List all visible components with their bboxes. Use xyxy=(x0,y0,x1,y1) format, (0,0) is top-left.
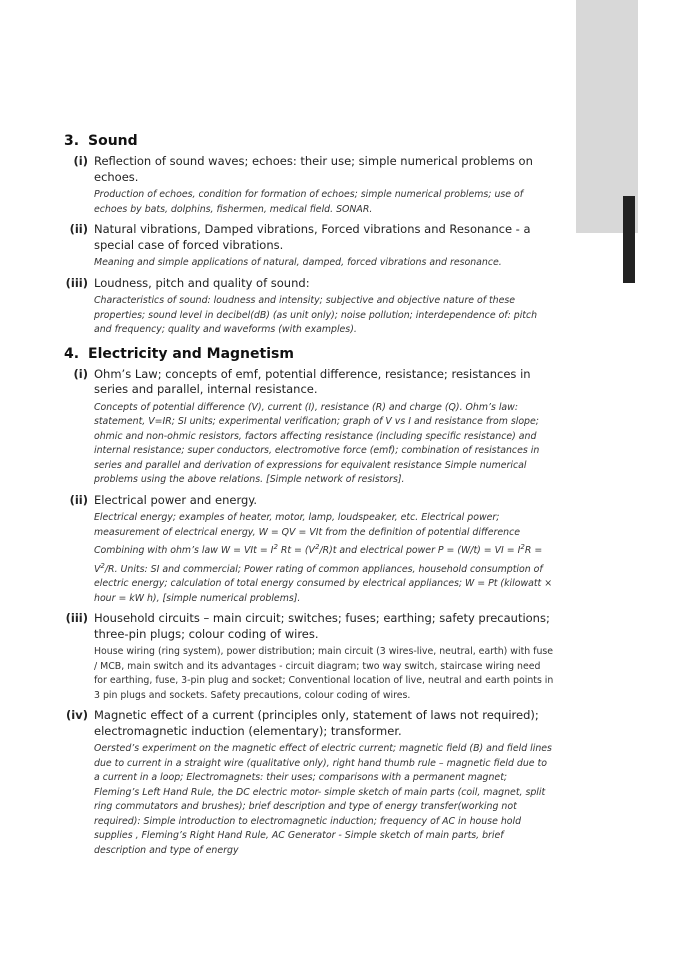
section-items-electricity xyxy=(64,367,554,859)
superscript: 2 xyxy=(314,543,320,551)
section-number: 3. xyxy=(64,133,80,149)
list-item xyxy=(64,611,554,703)
list-item xyxy=(64,367,554,488)
item-description: Concepts of potential difference (V), current (I), resistance (R) and charge (Q). Ohm’s law: statement, V=IR; SI units; experimental verification; graph of V vs I and resistance from slope; ohmic and non-ohmic resistors, factors affecting resistance (including specific resistance) and internal resistance; super conductors, electromotive force (emf); combination of resistances in series and parallel and derivation of expressions for equivalent resistance Simple numerical problems using the above relations. [Simple network of resistors]. xyxy=(94,401,540,485)
item-description: House wiring (ring system), power distribution; main circuit (3 wires-live, neutral, earth) with fuse / MCB, main switch and its advantages - circuit diagram; two way switch, staircase wiring need for earthing, fuse, 3-pin plug and socket; Conventional location of live, neutral and earth points in 3 pin plugs and sockets. Safety precautions, colour coding of wires. xyxy=(94,646,554,701)
list-item xyxy=(64,276,554,338)
desc-text: Rt = (V xyxy=(277,545,315,557)
item-numeral: (iv) xyxy=(66,708,88,723)
item-numeral: (iii) xyxy=(65,611,88,626)
list-item xyxy=(64,708,554,858)
section-heading-sound xyxy=(64,133,554,149)
section-title: Sound xyxy=(88,133,138,149)
section-items-sound xyxy=(64,154,554,338)
item-topic: Electrical power and energy. xyxy=(94,492,258,507)
list-item xyxy=(64,222,554,271)
item-description: Production of echoes, condition for formation of echoes; simple numerical problems; use of echoes by bats, dolphins, fishermen, medical field. SONAR. xyxy=(94,189,524,215)
item-topic: Magnetic effect of a current (principles only, statement of laws not required); electromagnetic induction (elementary); transformer. xyxy=(94,708,539,738)
list-item xyxy=(64,154,554,217)
desc-text: R = V xyxy=(94,545,543,575)
section-number: 4. xyxy=(64,345,80,362)
item-numeral: (ii) xyxy=(69,492,88,507)
item-topic: Natural vibrations, Damped vibrations, Forced vibrations and Resonance - a special case of forced vibrations. xyxy=(94,222,531,252)
item-numeral: (ii) xyxy=(69,222,88,236)
item-description xyxy=(94,511,554,606)
item-numeral: (i) xyxy=(73,154,88,168)
side-tab-marker xyxy=(623,196,635,283)
item-topic: Household circuits – main circuit; switches; fuses; earthing; safety precautions; three-pin plugs; colour coding of wires. xyxy=(94,611,550,641)
item-numeral: (iii) xyxy=(65,275,88,290)
desc-text: /R. Units: SI and commercial; Power rating of common appliances, household consumption of electric energy; calculation of total energy consumed by electrical appliances; W = Pt (kilowatt × hour = kW h), [simple numerical problems]. xyxy=(94,563,553,604)
superscript: 2 xyxy=(273,543,278,551)
list-item xyxy=(64,493,554,607)
desc-text: Electrical energy; examples of heater, motor, lamp, loudspeaker, etc. Electrical power; measurement of electrical energy, W = QV = VIt from the definition of potential difference Combining with ohm’s law W = VIt = I xyxy=(94,512,521,557)
item-topic: Ohm’s Law; concepts of emf, potential difference, resistance; resistances in series and parallel, internal resistance. xyxy=(94,366,531,396)
item-topic: Reflection of sound waves; echoes: their use; simple numerical problems on echoes. xyxy=(94,154,533,184)
section-heading-electricity xyxy=(64,346,554,362)
item-description: Characteristics of sound: loudness and intensity; subjective and objective nature of these properties; sound level in decibel(dB) (as unit only); noise pollution; interdependence of: pitch and frequency; quality and waveforms (with examples). xyxy=(94,295,538,335)
item-numeral: (i) xyxy=(73,366,88,381)
document-body xyxy=(64,133,554,866)
item-topic: Loudness, pitch and quality of sound: xyxy=(94,275,310,290)
superscript: 2 xyxy=(100,561,105,570)
section-title: Electricity and Magnetism xyxy=(88,345,294,362)
desc-text: /R)t and electrical power P = (W/t) = VI = I xyxy=(319,545,521,557)
item-description: Meaning and simple applications of natural, damped, forced vibrations and resonance. xyxy=(94,257,502,268)
superscript: 2 xyxy=(520,543,525,551)
item-description: Oersted’s experiment on the magnetic effect of electric current; magnetic field (B) and field lines due to current in a straight wire (qualitative only), right hand thumb rule – magnetic field due to a current in a loop; Electromagnets: their uses; comparisons with a permanent magnet; Fleming’s Left Hand Rule, the DC electric motor- simple sketch of main parts (coil, magnet, split ring commutators and brushes); brief description and type of energy transfer(working not required): Simple introduction to electromagnetic induction; frequency of AC in house hold supplies , Fleming’s Right Hand Rule, AC Generator - Simple sketch of main parts, brief description and type of energy xyxy=(94,743,552,856)
